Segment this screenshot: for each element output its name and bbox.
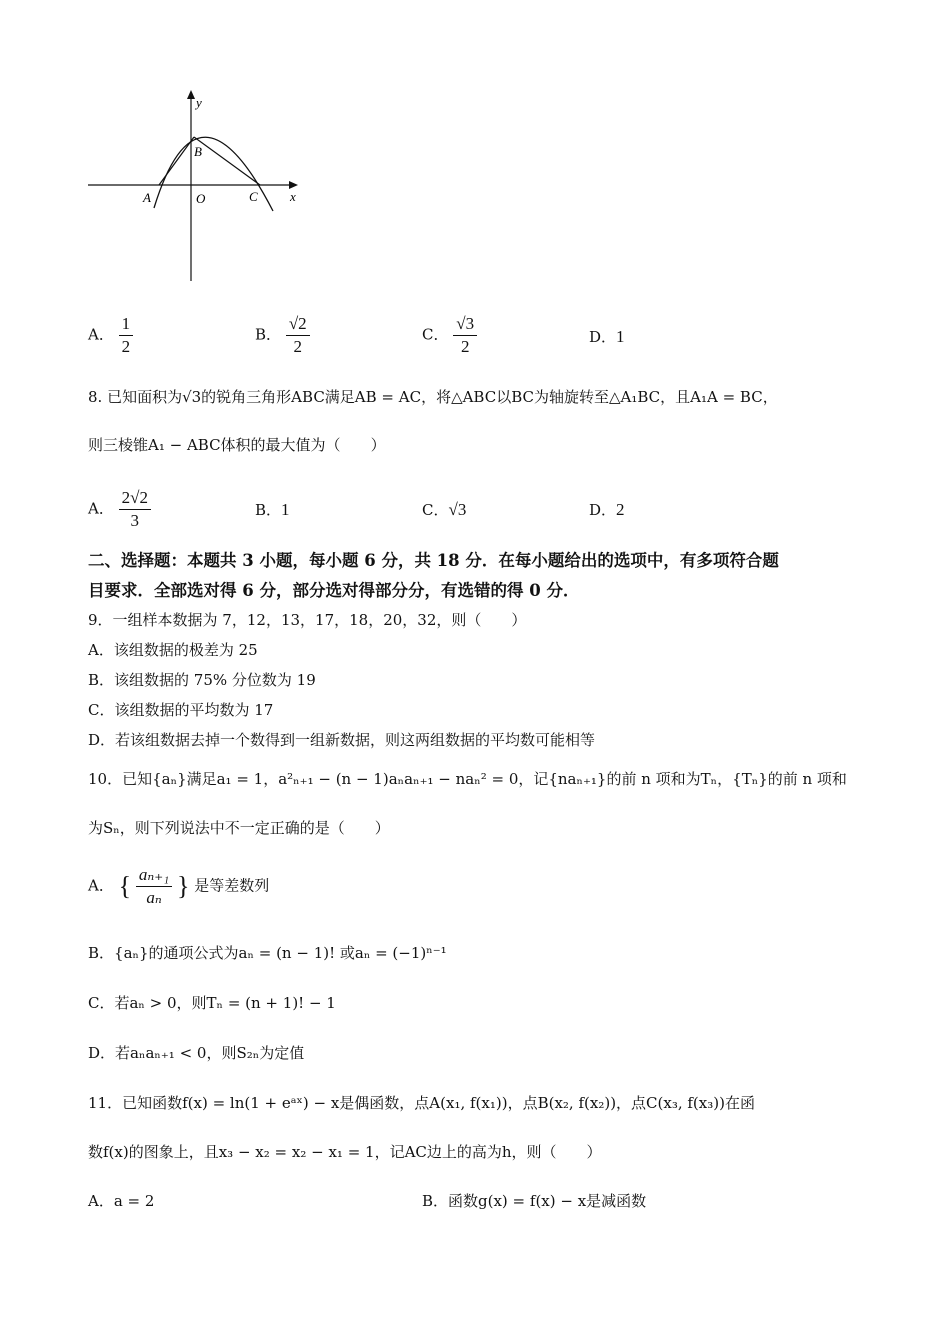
point-O-label: O bbox=[196, 191, 206, 206]
q8-option-A[interactable]: A． $\frac{2√2}{3}$ bbox=[88, 487, 151, 532]
q7-option-C[interactable]: C． $\frac{√3}{2}$ bbox=[422, 313, 477, 358]
q8-stem-line1: 8. 已知面积为√3的锐角三角形ABC满足AB = AC，将△ABC以BC为轴旋转至△A₁BC，且A₁A = BC， bbox=[88, 388, 778, 406]
point-A-label: A bbox=[143, 190, 151, 205]
q8-option-B[interactable]: B．1 bbox=[255, 500, 290, 519]
q11-stem-line2: 数f(x)的图象上，且x₃ − x₂ = x₂ − x₁ = 1，记AC边上的高为h，则（ ） bbox=[88, 1143, 602, 1161]
q8-option-D[interactable]: D．2 bbox=[589, 500, 625, 519]
q9-stem: 9．一组样本数据为 7，12，13，17，18，20，32，则（ ） bbox=[88, 611, 527, 629]
point-C-label: C bbox=[249, 189, 258, 204]
y-label: y bbox=[196, 95, 202, 110]
q10-stem-line2: 为Sₙ，则下列说法中不一定正确的是（ ） bbox=[88, 819, 390, 837]
q11-stem-line1: 11．已知函数f(x) = ln(1 + eᵃˣ) − x是偶函数，点A(x₁, f(x₁))，点B(x₂, f(x₂))，点C(x₃, f(x₃))在函 bbox=[88, 1094, 755, 1112]
q10-option-D[interactable]: D．若aₙaₙ₊₁ < 0，则S₂ₙ为定值 bbox=[88, 1044, 305, 1062]
q11-option-B[interactable]: B．函数g(x) = f(x) − x是减函数 bbox=[422, 1192, 647, 1210]
q8-option-C[interactable]: C．√3 bbox=[422, 500, 467, 519]
q8-stem-line2: 则三棱锥A₁ − ABC体积的最大值为（ ） bbox=[88, 436, 386, 454]
q10-option-B[interactable]: B．{aₙ}的通项公式为aₙ = (n − 1)! 或aₙ = (−1)ⁿ⁻¹ bbox=[88, 944, 447, 962]
x-axis-arrow bbox=[289, 181, 298, 189]
q9-option-A[interactable]: A．该组数据的极差为 25 bbox=[88, 641, 258, 659]
q10-option-C[interactable]: C．若aₙ > 0，则Tₙ = (n + 1)! − 1 bbox=[88, 994, 336, 1012]
point-B-label: B bbox=[194, 144, 202, 159]
q7-option-D[interactable]: D．1 bbox=[589, 327, 625, 346]
y-axis-arrow bbox=[187, 90, 195, 99]
q11-option-A[interactable]: A．a = 2 bbox=[88, 1192, 155, 1210]
q9-option-C[interactable]: C．该组数据的平均数为 17 bbox=[88, 701, 274, 719]
x-label: x bbox=[290, 189, 296, 204]
segment-AB bbox=[159, 137, 194, 185]
segment-BC bbox=[194, 137, 260, 185]
q7-option-A[interactable]: A． $\frac{1}{2}$ bbox=[88, 313, 133, 358]
section2-heading-line1: 二、选择题：本题共 3 小题，每小题 6 分，共 18 分．在每小题给出的选项中，有多项符合题 bbox=[88, 551, 779, 570]
section2-heading-line2: 目要求．全部选对得 6 分，部分选对得部分分，有选错的得 0 分． bbox=[88, 581, 580, 600]
q10-stem-line1: 10．已知{aₙ}满足a₁ = 1，a²ₙ₊₁ − (n − 1)aₙaₙ₊₁ − naₙ² = 0，记{naₙ₊₁}的前 n 项和为Tₙ，{Tₙ}的前 n 项和 bbox=[88, 770, 847, 788]
q7-option-B[interactable]: B． $\frac{√2}{2}$ bbox=[255, 313, 310, 358]
parabola-graph bbox=[80, 85, 310, 285]
q9-option-B[interactable]: B．该组数据的 75% 分位数为 19 bbox=[88, 671, 316, 689]
q9-option-D[interactable]: D．若该组数据去掉一个数得到一组新数据，则这两组数据的平均数可能相等 bbox=[88, 731, 596, 749]
q10-option-A[interactable]: A． { $\frac{\text{aₙ₊₁}}{\text{aₙ}}$ } 是等差数列 bbox=[88, 865, 270, 907]
